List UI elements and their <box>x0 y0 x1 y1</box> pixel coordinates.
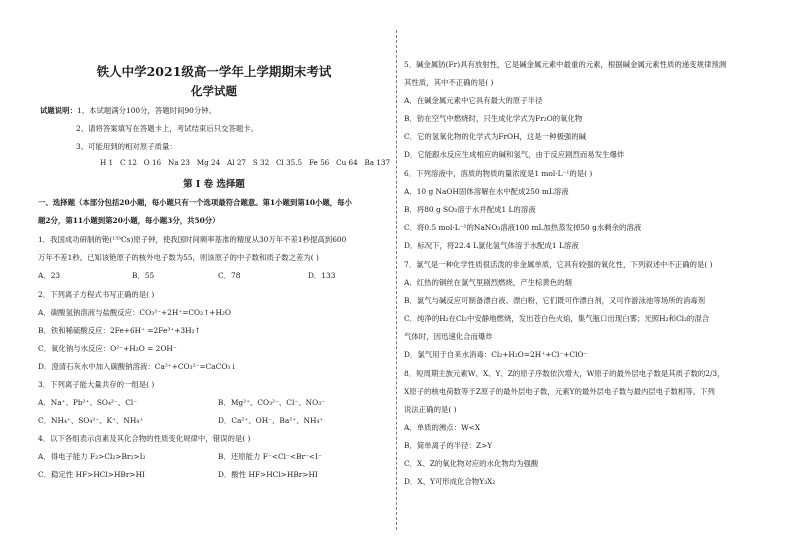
q2-option-c: C．氧化钠与水反应：O²⁻+H₂O = 2OH⁻ <box>38 344 177 353</box>
q2-option-a: A．碳酸氢钠溶液与盐酸反应：CO₃²⁻+2H⁺=CO₂↑+H₂O <box>38 308 231 317</box>
q3-option-a: A．Na⁺、Pb²⁺、SO₄²⁻、Cl⁻ <box>38 398 138 407</box>
q2-stem: 2．下列离子方程式书写正确的是( ) <box>38 290 155 299</box>
q5-option-d: D．它能跟水反应生成相应的碱和氢气，由于反应剧烈而易发生爆炸 <box>404 150 625 159</box>
q4-stem: 4．以下各组表示卤素及其化合物的性质变化规律中，错误的是( ) <box>38 434 251 443</box>
q7-option-d: D．氯气用于自来水消毒：Cl₂+H₂O=2H⁺+Cl⁻+ClO⁻ <box>404 350 588 359</box>
q8-option-a: A．单质的沸点：W<X <box>404 423 481 432</box>
q3-option-b: B．Mg²⁺、CO₃²⁻、Cl⁻、NO₃⁻ <box>218 398 326 407</box>
q1-option-a: A．23 <box>38 271 61 280</box>
q4-option-a: A．得电子能力 F₂>Cl₂>Br₂>I₂ <box>38 452 146 461</box>
q2-option-b: B．铁和稀硫酸反应：2Fe+6H⁺ =2Fe³⁺+3H₂↑ <box>38 326 201 335</box>
q7-option-a: A．红热的铜丝在氯气里剧烈燃烧，产生棕黄色的烟 <box>404 278 572 287</box>
q5-option-c: C．它的氢氧化物的化学式为FrOH，这是一种极强的碱 <box>404 132 587 141</box>
instructions-item-3: 3、可能用到的相对原子质量： <box>76 142 177 151</box>
q6-option-a: A．10 g NaOH固体溶解在水中配成250 mL溶液 <box>404 187 569 196</box>
q8-option-d: D．X、Y可形成化合物Y₃X₂ <box>404 477 496 486</box>
q7-option-c-1: C．纯净的H₂在Cl₂中安静地燃烧，发出苍白色火焰，集气瓶口出现白雾；光照H₂和Cl₂的混合 <box>404 314 710 323</box>
exam-title: 铁人中学2021级高一学年上学期期末考试 <box>96 64 332 79</box>
q6-stem: 6．下列溶液中，溶质的物质的量浓度是1 mol·L⁻¹的是( ) <box>404 169 593 178</box>
section-intro-1: 一、选择题（本部分包括20小题，每小题只有一个选项最符合题意。第1小题到第10小题，每小 <box>38 198 352 207</box>
instructions-item-1: 1、本试题满分100分，答题时间90分钟。 <box>76 106 217 115</box>
q7-option-c-2: 气体时，因迅速化合而爆炸 <box>404 332 493 341</box>
section-title: 第 Ⅰ 卷 选择题 <box>183 179 245 190</box>
q6-option-b: B．将80 g SO₃溶于水并配成1 L的溶液 <box>404 205 536 214</box>
q8-option-b: B．简单离子的半径：Z>Y <box>404 441 493 450</box>
section-intro-2: 题2分，第11小题到第20小题，每小题3分，共50分） <box>38 216 220 225</box>
q4-option-c: C．稳定性 HF>HCl>HBr>HI <box>38 470 145 479</box>
q1-stem-2: 万年不差1秒。已知该铯原子的核外电子数为55，则该原子的中子数和质子数之差为( ) <box>38 253 319 262</box>
instructions-label: 试题说明： <box>40 106 77 115</box>
q7-option-b: B．氯气与碱反应可制备漂白液、漂白粉，它们既可作漂白剂，又可作游泳池等场所的消毒剂 <box>404 296 706 305</box>
q6-option-c: C．将0.5 mol·L⁻¹的NaNO₃溶液100 mL加热蒸发掉50 g水剩余的溶液 <box>404 223 642 232</box>
q5-option-a: A．在碱金属元素中它具有最大的原子半径 <box>404 96 543 105</box>
atomic-masses: H 1 C 12 O 16 Na 23 Mg 24 Al 27 S 32 Cl 35.5 Fe 56 Cu 64 Ba 137 <box>100 158 391 167</box>
q4-option-b: B．还原能力 F⁻<Cl⁻<Br⁻<I⁻ <box>218 452 322 461</box>
q5-stem-2: 其性质，其中不正确的是( ) <box>404 78 494 87</box>
q3-option-d: D．Ca²⁺、OH⁻、Ba²⁺、NH₄⁺ <box>218 416 324 425</box>
q5-stem-1: 5．碱金属钫(Fr)具有放射性，它是碱金属元素中最重的元素，根据碱金属元素性质的递变规律预测 <box>404 60 727 69</box>
q2-option-d: D．澄清石灰水中加入碳酸钠溶液：Ca²⁺+CO₃²⁻=CaCO₃↓ <box>38 362 237 371</box>
instructions-line-1 <box>40 106 216 115</box>
column-divider <box>396 30 397 530</box>
q3-stem: 3．下列离子能大量共存的一组是( ) <box>38 380 155 389</box>
q8-option-c: C．X、Z的氧化物对应的水化物均为强酸 <box>404 459 539 468</box>
q1-option-d: D．133 <box>308 271 336 280</box>
q1-option-b: B．55 <box>132 271 155 280</box>
q8-stem-1: 8．短周期主族元素W、X、Y、Z的原子序数依次增大，W原子的最外层电子数是其质子数的2/3， <box>404 369 725 378</box>
q7-stem: 7．氯气是一种化学性质很活泼的非金属单质，它具有较强的氧化性，下列叙述中不正确的是( ) <box>404 260 713 269</box>
q5-option-b: B．钫在空气中燃烧时，只生成化学式为Fr₂O的氧化物 <box>404 114 583 123</box>
q6-option-d: D．标况下，将22.4 L氯化氢气体溶于水配成1 L溶液 <box>404 241 579 250</box>
instructions-item-2: 2、请将答案填写在答题卡上，考试结束后只交答题卡。 <box>76 124 259 133</box>
q3-option-c: C．NH₄⁺、SO₄²⁻、K⁺、NH₄⁺ <box>38 416 144 425</box>
q1-stem-1: 1．我国成功研制的铯(¹³³Cs)原子钟，使我国时间频率基准的精度从30万年不差1秒提高到600 <box>38 235 347 244</box>
q8-stem-2: X原子的核电荷数等于Z原子的最外层电子数，元素Y的最外层电子数与最内层电子数相等。下列 <box>404 387 715 396</box>
q8-stem-3: 说法正确的是( ) <box>404 405 457 414</box>
q1-option-c: C．78 <box>218 271 241 280</box>
exam-subtitle: 化学试题 <box>191 84 237 98</box>
q4-option-d: D．酸性 HF>HCl>HBr>HI <box>218 470 318 479</box>
